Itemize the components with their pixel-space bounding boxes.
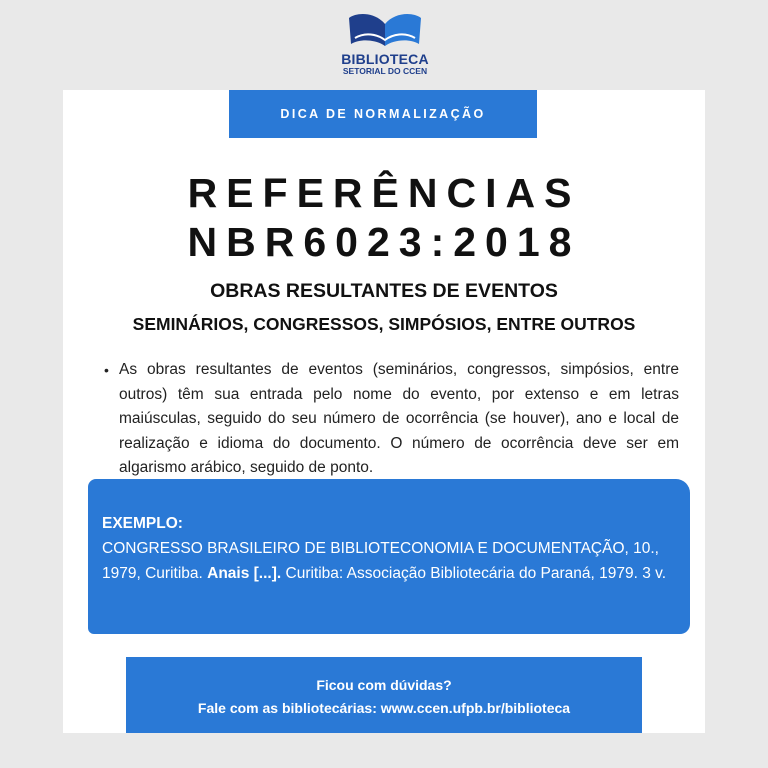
example-text-part-2: Curitiba: Associação Bibliotecária do Paraná, 1979. 3 v. [281, 564, 667, 582]
example-text-part-1: CONGRESSO BRASILEIRO DE BIBLIOTECONOMIA E DOCUMENTAÇÃO, 10., 1979, Curitiba. [102, 540, 659, 582]
contact-banner [126, 657, 642, 733]
contact-question: Ficou com dúvidas? [316, 677, 452, 693]
tip-banner-label: DICA DE NORMALIZAÇÃO [280, 107, 486, 121]
open-book-icon [345, 10, 425, 50]
example-box [88, 479, 690, 634]
bullet-icon: • [104, 362, 109, 378]
description-paragraph [104, 358, 679, 481]
tip-banner [229, 90, 537, 138]
content-card [63, 90, 705, 733]
logo-subtitle: SETORIAL DO CCEN [342, 66, 428, 76]
description-text: As obras resultantes de eventos (seminários, congressos, simpósios, entre outros) têm sua entrada pelo nome do evento, por extenso e em letras maiúsculas, seguido do seu número de ocorrência (se houver), ano e local de realização e idioma do documento. O número de ocorrência deve ser em algarismo arábico, seguido de ponto. [119, 361, 679, 476]
example-label: EXEMPLO: [102, 515, 183, 532]
logo-title: BIBLIOTECA [341, 51, 429, 67]
title-line-2: NBR6023:2018 [187, 219, 581, 265]
example-text-bold: Anais [...]. [207, 564, 282, 582]
library-logo [340, 10, 430, 88]
contact-line: Fale com as bibliotecárias: www.ccen.ufpb.br/biblioteca [197, 700, 571, 716]
title-line-1: REFERÊNCIAS [187, 170, 581, 216]
subtitle-line-2: SEMINÁRIOS, CONGRESSOS, SIMPÓSIOS, ENTRE OUTROS [132, 314, 636, 334]
example-text [102, 537, 677, 586]
subtitle-line-1: OBRAS RESULTANTES DE EVENTOS [210, 280, 558, 302]
